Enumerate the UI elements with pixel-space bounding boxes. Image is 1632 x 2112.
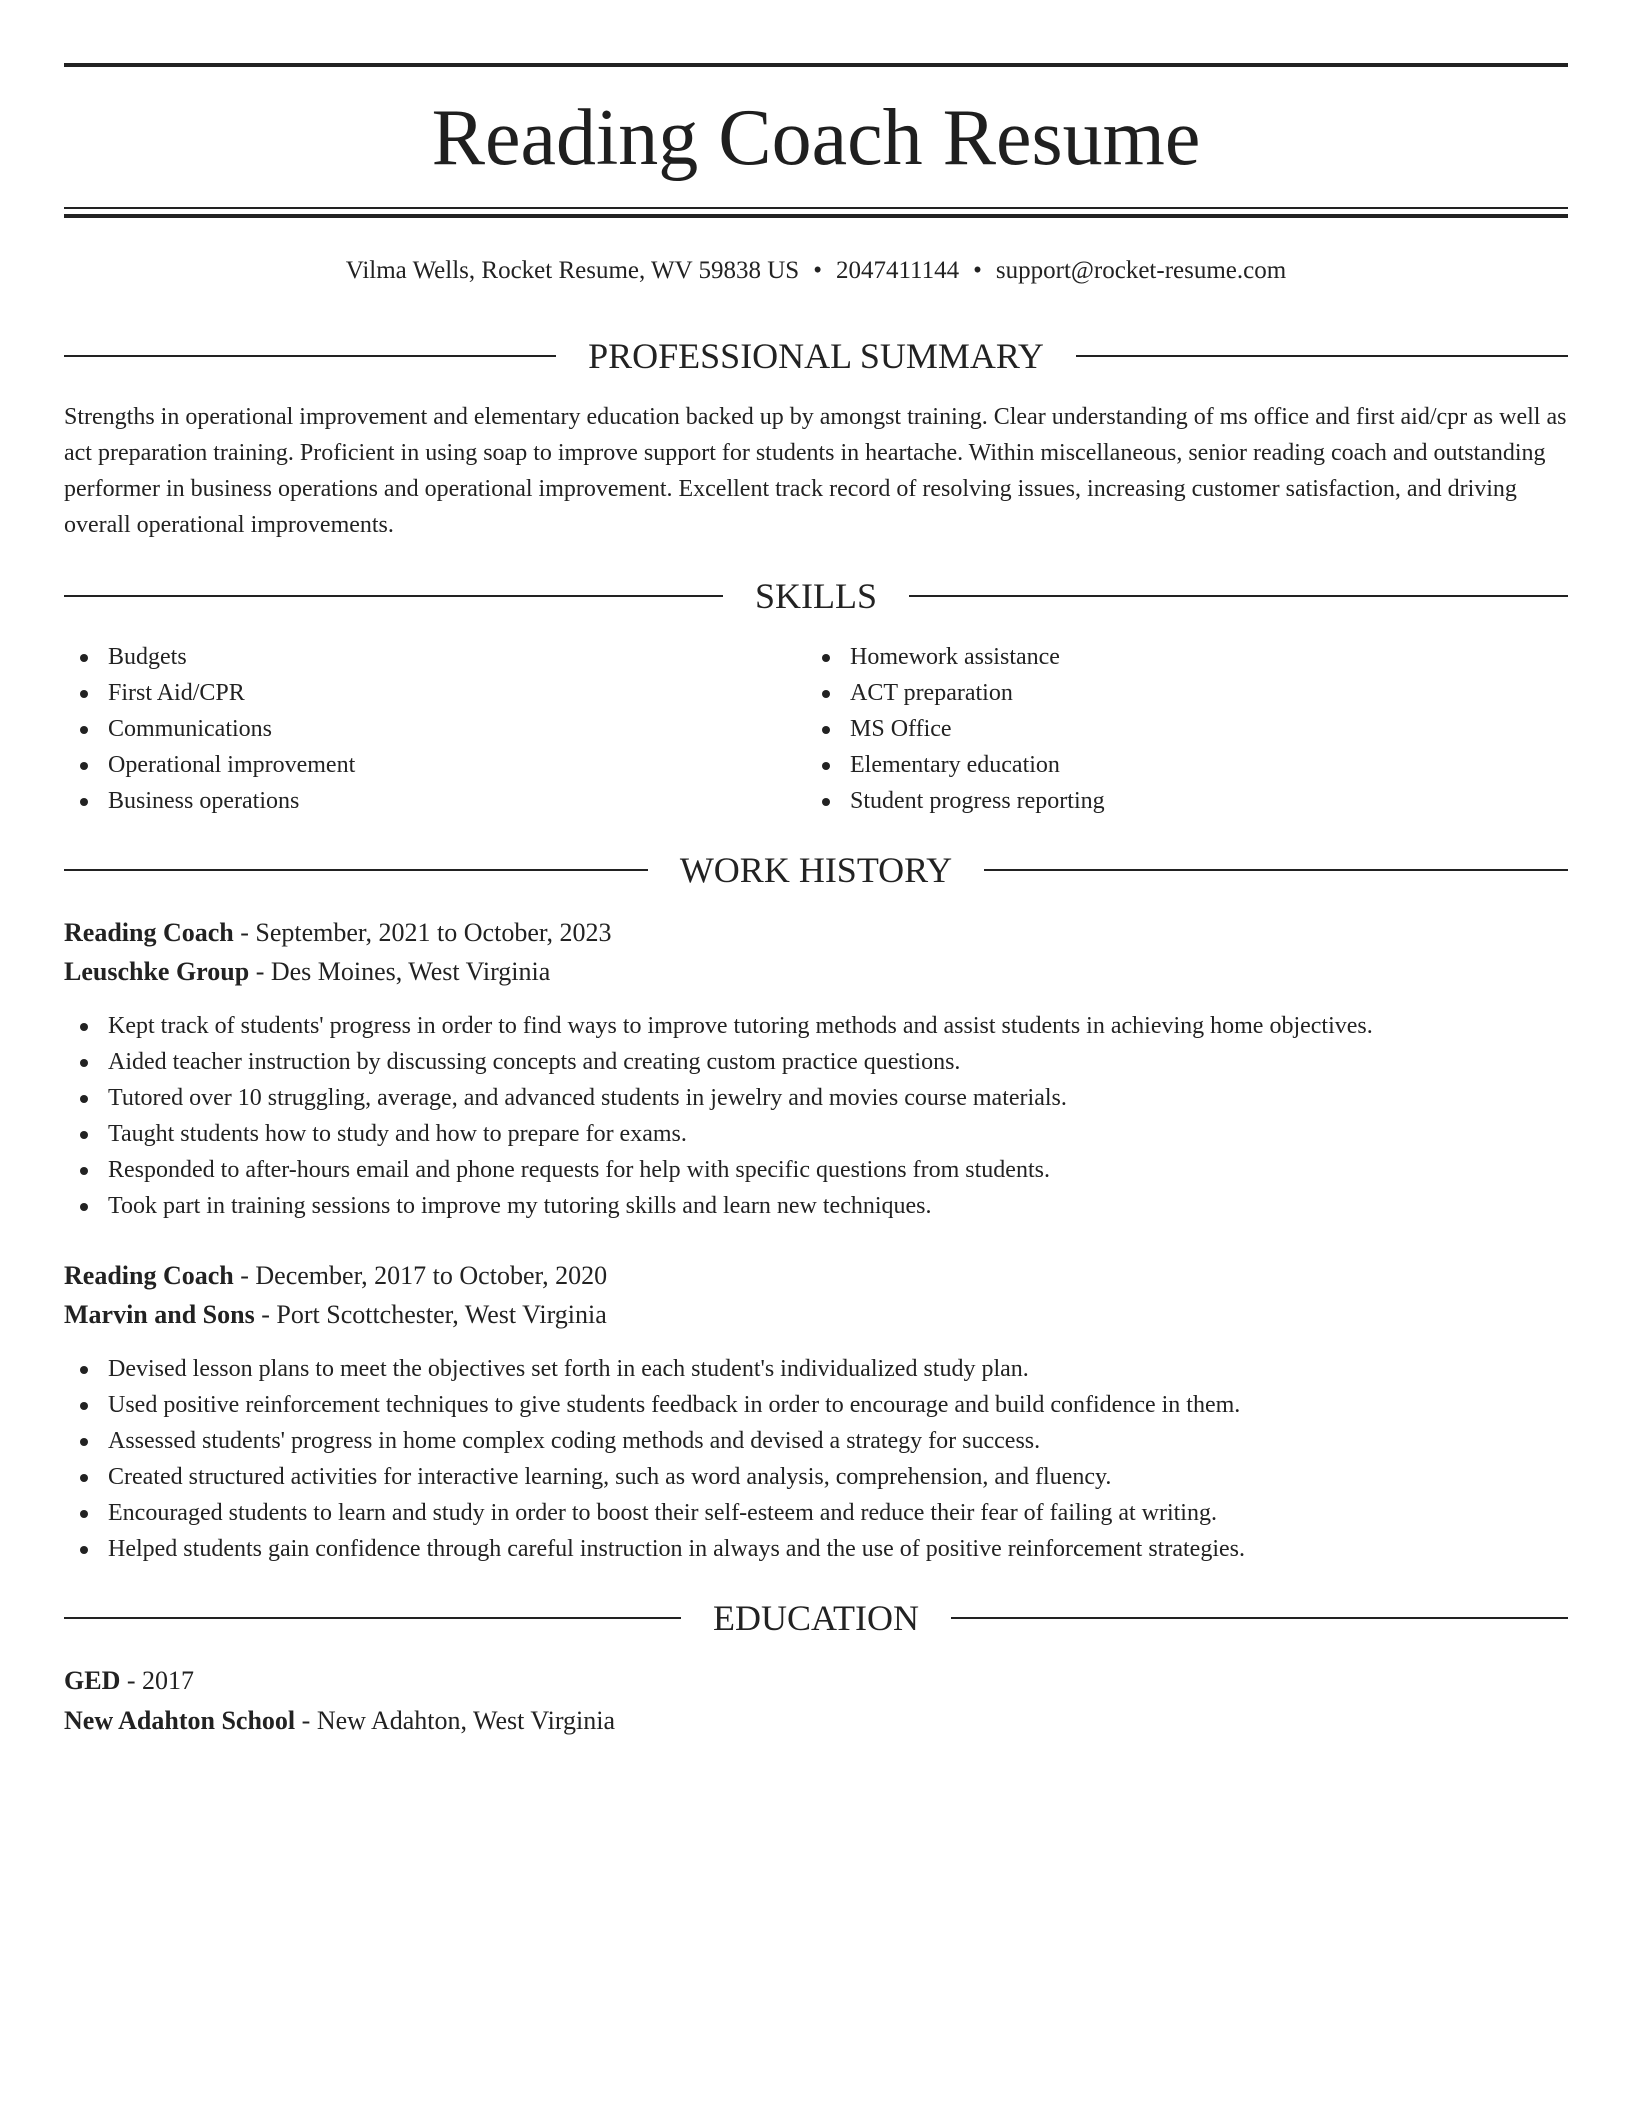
skills-heading-label: SKILLS	[755, 576, 878, 616]
divider-line	[1076, 355, 1568, 357]
job-company-line	[64, 953, 1568, 991]
job-location: - Port Scottchester, West Virginia	[254, 1300, 607, 1329]
list-item: Homework assistance	[806, 639, 1105, 675]
skills-list-left	[64, 639, 355, 819]
contact-phone: 2047411144	[835, 257, 960, 284]
skills-heading	[64, 574, 1568, 618]
list-item: Budgets	[64, 639, 355, 675]
job-company-line	[64, 1296, 1568, 1334]
job-title: Reading Coach	[64, 1261, 234, 1290]
education-heading	[64, 1596, 1568, 1640]
divider-line	[64, 355, 556, 357]
job-bullets	[64, 1351, 1245, 1567]
list-item: Responded to after-hours email and phone requests for help with specific questions from students.	[64, 1152, 1373, 1188]
divider-line	[64, 595, 723, 597]
page-title: Reading Coach Resume	[431, 94, 1201, 182]
job-dates: - December, 2017 to October, 2020	[233, 1261, 608, 1290]
summary-heading-label: PROFESSIONAL SUMMARY	[588, 336, 1044, 376]
list-item: Operational improvement	[64, 747, 355, 783]
work-heading	[64, 848, 1568, 892]
divider-line	[951, 1617, 1568, 1619]
education-heading-label: EDUCATION	[713, 1598, 919, 1638]
contact-separator: •	[813, 257, 822, 284]
job-company: Leuschke Group	[64, 957, 250, 986]
education-year: - 2017	[120, 1666, 195, 1695]
list-item: Encouraged students to learn and study in order to boost their self-esteem and reduce their fear of failing at writing.	[64, 1495, 1245, 1531]
job-company: Marvin and Sons	[64, 1300, 255, 1329]
job-location: - Des Moines, West Virginia	[249, 957, 551, 986]
divider-line	[64, 869, 648, 871]
list-item: Kept track of students' progress in order to find ways to improve tutoring methods and assist students in achieving home objectives.	[64, 1008, 1373, 1044]
list-item: MS Office	[806, 711, 1105, 747]
list-item: Helped students gain confidence through careful instruction in always and the use of positive reinforcement strategies.	[64, 1531, 1245, 1567]
job-title-line	[64, 914, 1568, 952]
summary-heading	[64, 334, 1568, 378]
education-school: New Adahton School	[64, 1706, 296, 1735]
top-rule	[64, 63, 1568, 67]
list-item: Created structured activities for interactive learning, such as word analysis, comprehension, and fluency.	[64, 1459, 1245, 1495]
education-degree-line	[64, 1662, 1568, 1700]
work-heading-label: WORK HISTORY	[679, 850, 953, 890]
list-item: Elementary education	[806, 747, 1105, 783]
divider-line	[909, 595, 1568, 597]
list-item: Aided teacher instruction by discussing concepts and creating custom practice questions.	[64, 1044, 1373, 1080]
job-title: Reading Coach	[64, 918, 234, 947]
divider-line	[984, 869, 1568, 871]
education-degree: GED	[64, 1666, 121, 1695]
list-item: Took part in training sessions to improve my tutoring skills and learn new techniques.	[64, 1188, 1373, 1224]
education-school-line	[64, 1702, 1568, 1740]
list-item: Assessed students' progress in home complex coding methods and devised a strategy for success.	[64, 1423, 1245, 1459]
list-item: Used positive reinforcement techniques to give students feedback in order to encourage and build confidence in them.	[64, 1387, 1245, 1423]
title-underline-1	[64, 207, 1568, 209]
list-item: Tutored over 10 struggling, average, and advanced students in jewelry and movies course materials.	[64, 1080, 1373, 1116]
list-item: Devised lesson plans to meet the objectives set forth in each student's individualized study plan.	[64, 1351, 1245, 1387]
contact-separator: •	[973, 257, 982, 284]
list-item: Communications	[64, 711, 355, 747]
list-item: ACT preparation	[806, 675, 1105, 711]
contact-line	[64, 255, 1568, 287]
resume-page	[64, 0, 1568, 2112]
job-bullets	[64, 1008, 1373, 1224]
contact-email: support@rocket-resume.com	[995, 257, 1287, 284]
job-dates: - September, 2021 to October, 2023	[233, 918, 612, 947]
summary-text: Strengths in operational improvement and elementary education backed up by amongst training. Clear understanding of ms office and first aid/cpr as well as act preparation training. Proficient in using soap to improve support for students in heartache. Within miscellaneous, senior reading coach and outstanding performer in business operations and operational improvement. Excellent track record of resolving issues, increasing customer satisfaction, and driving overall operational improvements.	[64, 404, 1567, 538]
list-item: Business operations	[64, 783, 355, 819]
list-item: Student progress reporting	[806, 783, 1105, 819]
contact-address: Vilma Wells, Rocket Resume, WV 59838 US	[345, 257, 800, 284]
list-item: Taught students how to study and how to prepare for exams.	[64, 1116, 1373, 1152]
skills-list-right	[806, 639, 1105, 819]
title-underline-2	[64, 214, 1568, 218]
job-title-line	[64, 1257, 1568, 1295]
list-item: First Aid/CPR	[64, 675, 355, 711]
education-location: - New Adahton, West Virginia	[295, 1706, 616, 1735]
divider-line	[64, 1617, 681, 1619]
